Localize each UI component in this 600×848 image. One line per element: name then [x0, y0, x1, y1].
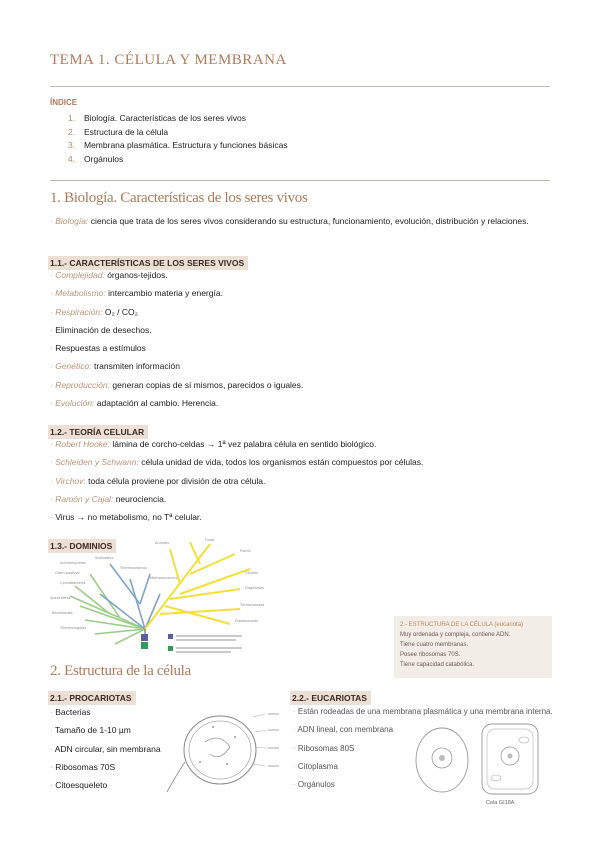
list-item: · Están rodeadas de una membrana plasmática y una membrana interna.	[293, 707, 553, 716]
subheading-1-1: 1.1.- CARACTERÍSTICAS DE LOS SERES VIVOS	[48, 253, 248, 271]
phylogenetic-tree-figure	[40, 534, 290, 664]
section2-heading: 2. Estructura de la célula	[50, 663, 191, 679]
index-item[interactable]: 2. Estructura de la célula	[68, 126, 169, 137]
figure-caption: Cela GI18A	[486, 800, 515, 806]
subheading-1-3: 1.3.- DOMINIOS	[48, 536, 116, 554]
svg-text:Sulfolobus: Sulfolobus	[95, 556, 114, 560]
list-item: · Ramón y Cajal: neurociencia.	[50, 493, 167, 504]
box-heading: 2.- ESTRUCTURA DE LA CÉLULA (eucariota)	[400, 622, 524, 628]
list-item: · Tamaño de 1-10 µm	[50, 725, 131, 736]
list-item: · Ribosomas 70S	[50, 761, 116, 772]
prokaryote-sketch	[165, 702, 280, 802]
list-item: · Respiración: O₂ / CO₂	[50, 306, 138, 317]
cell-structure-note-box	[394, 616, 552, 678]
legend-text-lines	[176, 634, 246, 658]
page-title: TEMA 1. CÉLULA Y MEMBRANA	[50, 52, 287, 68]
svg-text:Cyanobacteria: Cyanobacteria	[60, 581, 86, 585]
list-item: · Virchov: toda célula proviene por división de otra célula.	[50, 475, 266, 486]
list-item: · Orgánulos	[293, 780, 335, 790]
list-item: · Eliminación de desechos.	[50, 324, 152, 335]
characteristics-list	[50, 266, 303, 412]
divider	[50, 86, 550, 87]
box-line: Muy ordenada y compleja, contiene ADN.	[400, 632, 511, 638]
list-item: · Respuestas a estímulos	[50, 343, 146, 354]
box-line: Tiene cuatro membranas.	[400, 642, 469, 648]
svg-text:Actinomycetes: Actinomycetes	[60, 561, 86, 565]
legend-swatches	[168, 634, 174, 656]
svg-text:Trichomonads: Trichomonads	[240, 603, 265, 607]
list-item: · Virus → no metabolismo, no Tª celular.	[50, 512, 202, 523]
svg-text:Thermoproteus: Thermoproteus	[120, 566, 147, 570]
svg-text:Plants: Plants	[240, 549, 251, 553]
svg-text:Fungi: Fungi	[205, 538, 215, 542]
list-item: · ADN lineal, con membrana	[293, 725, 394, 735]
svg-text:Bacteroides: Bacteroides	[52, 611, 73, 615]
section1-heading: 1. Biología. Características de los seres vivos	[50, 190, 308, 206]
cell-theory-list	[50, 435, 423, 526]
list-item: · Robert Hooke: lámina de corcho-celdas → 1ª vez palabra célula en sentido biológico.	[50, 439, 377, 449]
svg-text:Diplomonads: Diplomonads	[235, 619, 258, 623]
box-line: Posee ribosomas 70S.	[400, 652, 461, 658]
prokaryote-list	[50, 703, 161, 794]
list-item: · Complejidad: órganos-tejidos.	[50, 270, 168, 280]
svg-text:Animals: Animals	[155, 541, 169, 545]
svg-text:Methanococcus: Methanococcus	[150, 576, 178, 580]
svg-text:Gram-positive: Gram-positive	[55, 571, 80, 575]
list-item: · ADN circular, sin membrana	[50, 743, 161, 754]
index-heading: ÍNDICE	[50, 98, 78, 107]
index-item[interactable]: 4. Orgánulos	[68, 153, 124, 164]
list-item: · Bacterias	[50, 707, 91, 717]
subheading-2-2: 2.2.- EUCARIOTAS	[290, 688, 371, 706]
list-item: · Evolución: adaptación al cambio. Herencia.	[50, 398, 219, 409]
list-item: · Citoesqueleto	[50, 780, 108, 791]
box-line: Tiene capacidad catabólica.	[400, 662, 475, 668]
svg-text:Ciliates: Ciliates	[245, 571, 258, 575]
index-item[interactable]: 3. Membrana plasmática. Estructura y funciones básicas	[68, 140, 288, 150]
list-item: · Genético: transmiten información	[50, 361, 180, 372]
list-item: · Schleiden y Schwann: célula unidad de vida, todos los organismos están compuestos por células.	[50, 457, 424, 468]
list-item: · Ribosomas 80S	[293, 743, 355, 753]
list-item: · Citoplasma	[293, 761, 338, 771]
subheading-2-1: 2.1.- PROCARIOTAS	[48, 688, 136, 706]
list-item: · Metabolismo: intercambio materia y energía.	[50, 288, 223, 299]
svg-text:Spirochetes: Spirochetes	[50, 596, 71, 600]
index-list	[68, 112, 288, 166]
intro-paragraph: · Biología: ciencia que trata de los seres vivos considerando su estructura, funcionamiento, evolución, distribución y relaciones.	[50, 216, 529, 226]
subheading-1-2: 1.2.- TEORÍA CELULAR	[48, 422, 148, 440]
index-item[interactable]: 1. Biología. Características de los seres vivos	[68, 113, 247, 123]
eukaryote-cells-sketch	[410, 718, 550, 798]
divider	[50, 180, 550, 181]
svg-text:Thermotogales: Thermotogales	[60, 626, 87, 630]
list-item: · Reproducción: generan copias de sí mismos, parecidos o iguales.	[50, 379, 304, 390]
svg-text:Flagellates: Flagellates	[245, 586, 264, 590]
